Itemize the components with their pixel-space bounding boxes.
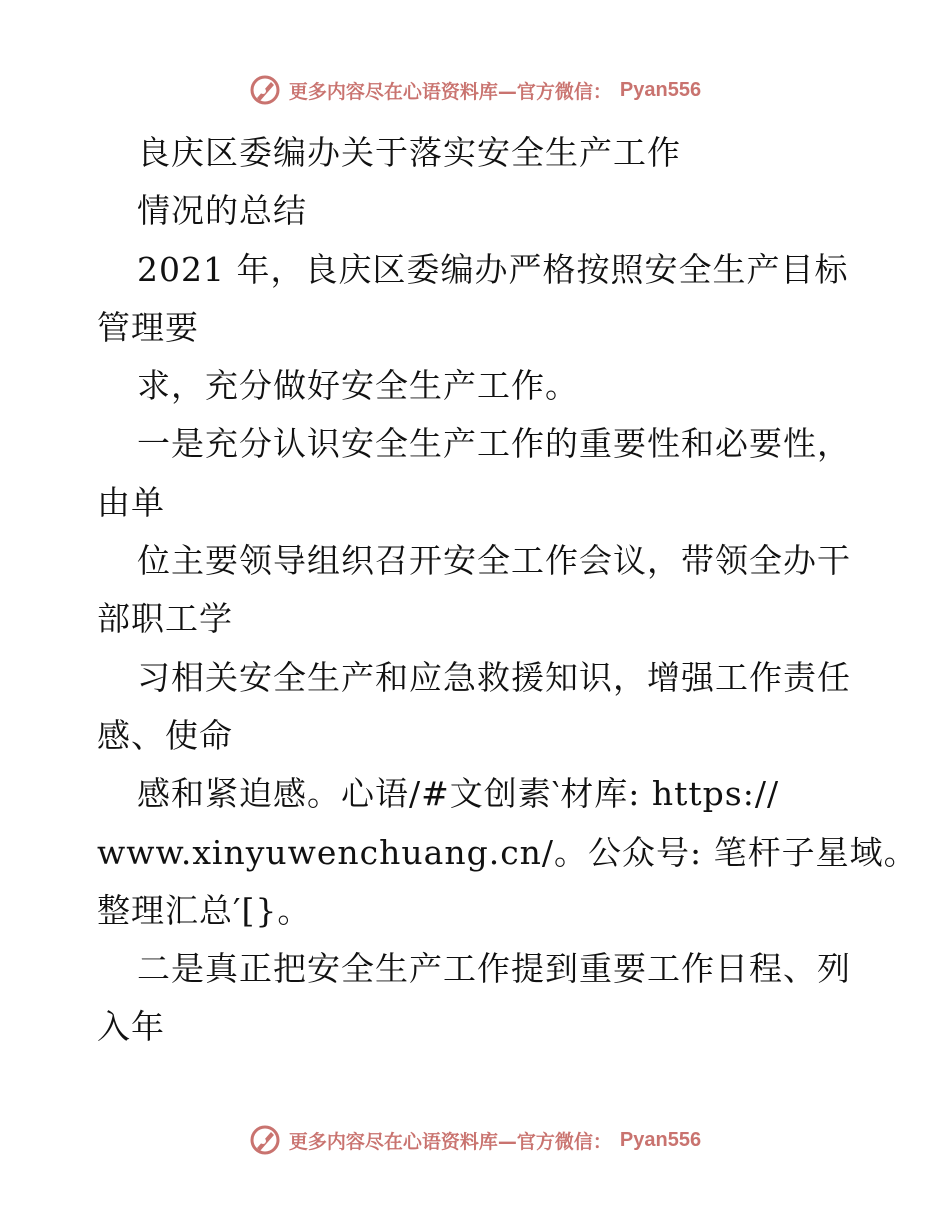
text-line: 二是真正把安全生产工作提到重要工作日程、列 xyxy=(137,949,851,989)
text-line: 由单 xyxy=(97,482,165,522)
text-line: 管理要 xyxy=(97,307,199,347)
text-line: 一是充分认识安全生产工作的重要性和必要性， xyxy=(137,424,851,464)
text-line: 情况的总结 xyxy=(137,191,307,231)
wechat-id: Pyan556 xyxy=(619,1128,702,1151)
text-line: 习相关安全生产和应急救援知识，增强工作责任 xyxy=(137,657,851,697)
banner-text: 更多内容尽在心语资料库—官方微信： xyxy=(288,1130,612,1153)
text-line: 感、使命 xyxy=(97,715,233,755)
text-line: 位主要领导组织召开安全工作会议，带领全办干 xyxy=(137,541,851,581)
text-line: www.xinyuwenchuang.cn/。公众号: 笔杆子星域。 xyxy=(97,832,918,872)
header-banner xyxy=(0,70,950,110)
text-line: 良庆区委编办关于落实安全生产工作 xyxy=(137,133,681,172)
text-line: 求，充分做好安全生产工作。 xyxy=(137,366,579,406)
wechat-id: Pyan556 xyxy=(619,78,702,101)
text-line: 部职工学 xyxy=(97,599,233,639)
banner-text: 更多内容尽在心语资料库—官方微信： xyxy=(288,80,612,103)
document-body xyxy=(97,124,918,1057)
pen-logo-icon xyxy=(249,74,281,106)
text-line: 2021 年，良庆区委编办严格按照安全生产目标 xyxy=(137,249,849,289)
footer-banner xyxy=(0,1120,950,1160)
text-line: 入年 xyxy=(97,1007,165,1047)
text-line: 感和紧迫感。心语/#文创素‵材库: https:// xyxy=(137,774,780,814)
text-line: 整理汇总′[}。 xyxy=(97,890,312,930)
pen-logo-icon xyxy=(249,1124,281,1156)
